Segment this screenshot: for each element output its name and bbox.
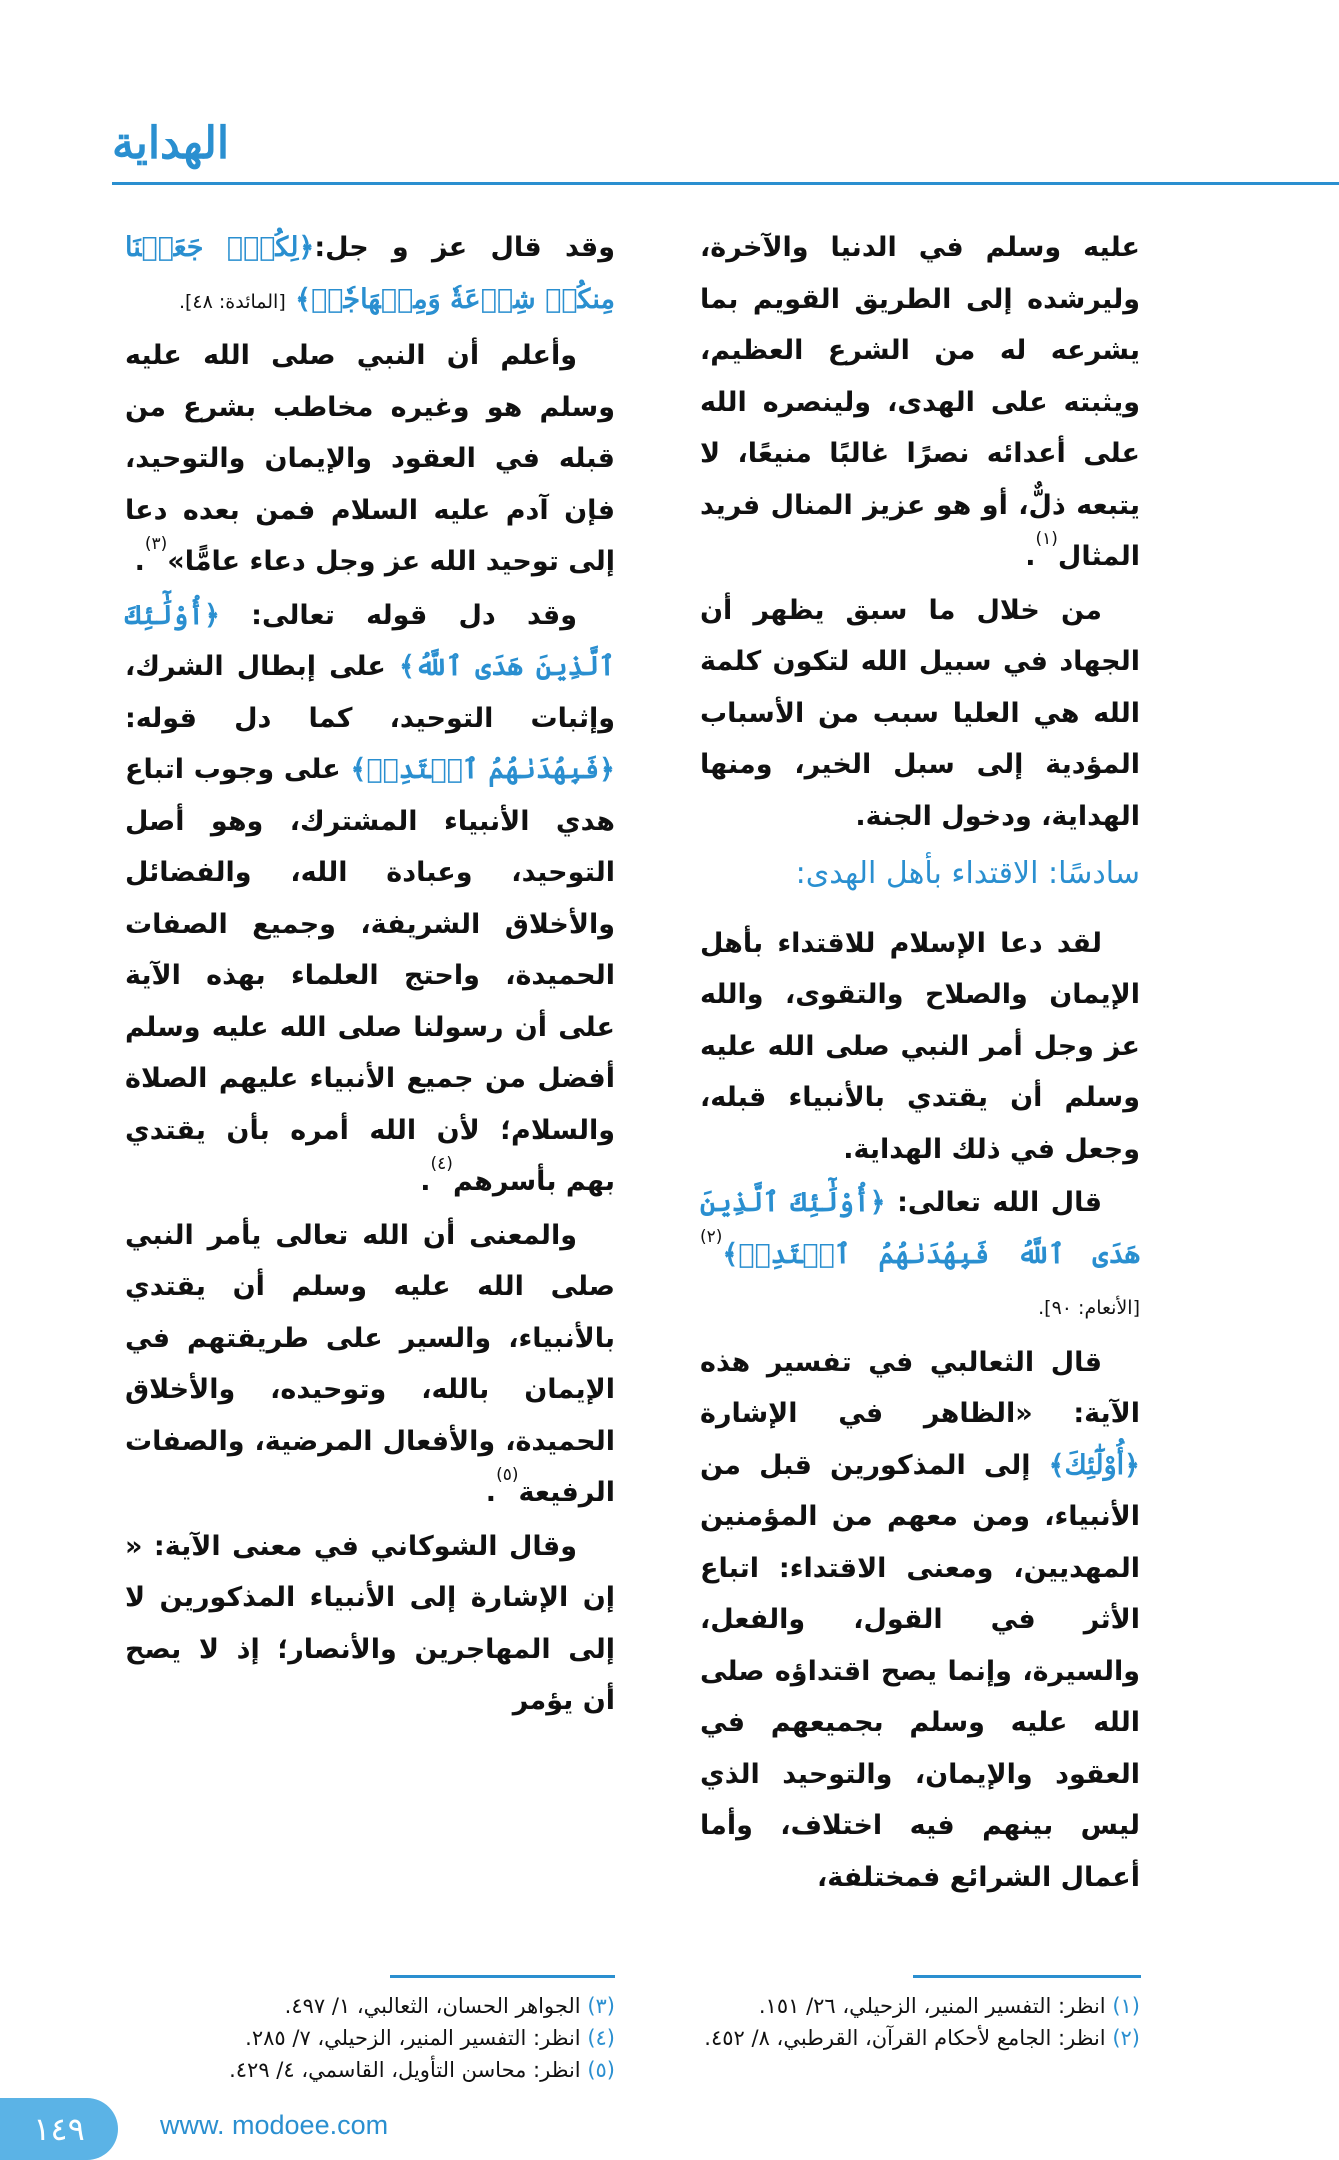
right-p5-rest: إلى المذكورين قبل من الأنبياء، ومن معهم من المؤمنين المهديين، ومعنى الاقتداء: اتباع الأثر في القول، والفعل، والسيرة، وإنما يصح اقتداؤه صلى الله عليه وسلم بجميعهم في العقود والإيمان، والتوحيد الذي ليس بينهم فيه اختلاف، وأما أعمال الشرائع فمختلفة، xyxy=(700,1449,1140,1893)
left-p1-intro: وقد قال عز و جل: xyxy=(314,232,616,263)
left-p3-mid: على إبطال الشرك، وإثبات التوحيد، كما دل قوله: xyxy=(125,651,615,734)
right-p5-intro: قال الثعالبي في تفسير هذه الآية: «الظاهر في الإشارة xyxy=(700,1346,1140,1429)
left-p2-text: وأعلم أن النبي صلى الله عليه وسلم هو وغيره مخاطب بشرع من قبله في العقود والإيمان والتوحيد، فإن آدم عليه السلام فمن بعده دعا إلى توحيد الله عز وجل دعاء عامًّا» xyxy=(125,340,615,577)
section-heading: سادسًا: الاقتداء بأهل الهدى: xyxy=(795,856,1140,891)
right-paragraph-1: عليه وسلم في الدنيا والآخرة، وليرشده إلى الطريق القويم بما يشرعه له من الشرع العظيم، ويثبته على الهدى، ولينصره الله على أعدائه نصرًا غالبًا منيعًا، لا يتبعه ذلٌّ، أو هو عزيز المنال فريد المثال$^{(١)}$. xyxy=(700,232,1140,572)
footnote-2: (٢) انظر: الجامع لأحكام القرآن، القرطبي، ٨/ ٤٥٢. xyxy=(704,2026,1140,2050)
quran-bracket-close: ﴾ xyxy=(398,651,415,682)
footnote-1: (١) انظر: التفسير المنير، الزحيلي، ٢٦/ ١٥١. xyxy=(758,1994,1140,2018)
footnote-ref-3[interactable]: (٣) xyxy=(144,534,168,554)
quran-bracket-close: ﴾ xyxy=(350,754,367,785)
footnote-4: (٤) انظر: التفسير المنير، الزحيلي، ٧/ ٢٨٥. xyxy=(245,2026,615,2050)
right-paragraph-3: لقد دعا الإسلام للاقتداء بأهل الإيمان والصلاح والتقوى، والله عز وجل أمر النبي صلى الله عليه وسلم أن يقتدي بالأنبياء قبله، وجعل في ذلك الهداية. xyxy=(700,927,1140,1165)
quran-verse-1: أُوْلَٰٓئِكَ ٱلَّذِينَ هَدَى ٱللَّهُ xyxy=(125,599,616,682)
footnote-rule-right xyxy=(913,1975,1141,1978)
quran-bracket-open: ﴿ xyxy=(869,1187,886,1218)
right-paragraph-5 xyxy=(700,1337,1140,1904)
verse-citation: [المائدة: ٤٨]. xyxy=(178,290,286,313)
right-column xyxy=(700,222,1140,1905)
right-paragraph-2: من خلال ما سبق يظهر أن الجهاد في سبيل الله لتكون كلمة الله هي العليا سبب من الأسباب المؤدية إلى سبل الخير، ومنها الهداية، ودخول الجنة. xyxy=(700,594,1140,832)
verse-citation: [الأنعام: ٩٠]. xyxy=(1038,1297,1140,1319)
right-p1-text: عليه وسلم في الدنيا والآخرة، وليرشده إلى الطريق القويم بما يشرعه له من الشرع العظيم، ويثبته على الهدى، ولينصره الله على أعدائه نصرًا غالبًا منيعًا، لا يتبعه ذلٌّ، أو هو عزيز المنال فريد المثال xyxy=(700,232,1140,572)
quran-verse: أُوْلَٰٓئِكَ ٱلَّذِينَ هَدَى ٱللَّهُ فَبِهُدَىٰهُمُ ٱقۡتَدِهۡ xyxy=(700,1187,1140,1270)
footnote-3: (٣) الجواهر الحسان، الثعالبي، ١/ ٤٩٧. xyxy=(284,1994,615,2018)
quran-bracket-open: ﴿ xyxy=(204,599,220,631)
footnotes-left xyxy=(125,1990,615,2086)
footnote-ref-2[interactable]: (٢) xyxy=(700,1226,723,1247)
header-rule xyxy=(112,182,1339,185)
footnote-ref-1[interactable]: (١) xyxy=(1035,529,1058,549)
footnote-ref-4[interactable]: (٤) xyxy=(430,1154,453,1174)
quran-bracket-close: ﴾ xyxy=(1048,1449,1065,1481)
quran-bracket-open: ﴿ xyxy=(298,232,315,263)
left-paragraph-5: وقال الشوكاني في معنى الآية: « إن الإشارة إلى الأنبياء المذكورين لا إلى المهاجرين والأنصار؛ إذ لا يصح أن يؤمر xyxy=(125,1530,615,1716)
left-p4-text: والمعنى أن الله تعالى يأمر النبي صلى الله عليه وسلم أن يقتدي بالأنبياء، والسير على طريقتهم في الإيمان بالله، وتوحيده، والأخلاق الحميدة، والأفعال المرضية، والصفات الرفيعة xyxy=(125,1219,615,1508)
quran-word: أُوْلَٰٓئِكَ xyxy=(1064,1449,1125,1481)
website-link[interactable]: www. modoee.com xyxy=(160,2110,389,2140)
left-paragraph-2: وأعلم أن النبي صلى الله عليه وسلم هو وغيره مخاطب بشرع من قبله في العقود والإيمان والتوحيد، فإن آدم عليه السلام فمن بعده دعا إلى توحيد الله عز وجل دعاء عامًّا»$^{(٣)}$. xyxy=(125,340,615,577)
quran-bracket-close: ﴾ xyxy=(722,1238,739,1270)
right-paragraph-4 xyxy=(700,1177,1140,1335)
page-number-badge: ١٤٩ xyxy=(0,2098,118,2160)
right-p4-intro: قال الله تعالى: xyxy=(897,1187,1102,1218)
left-column xyxy=(125,222,615,1729)
quran-bracket-close: ﴾ xyxy=(295,283,311,315)
footnote-ref-5[interactable]: (٥) xyxy=(496,1465,519,1485)
quran-verse-2: فَبِهُدَىٰهُمُ ٱقۡتَدِهۡ xyxy=(366,754,600,785)
quran-bracket-open: ﴿ xyxy=(1124,1449,1140,1481)
quran-bracket-open: ﴿ xyxy=(599,754,615,785)
left-paragraph-1 xyxy=(125,222,615,328)
left-p3-rest: على وجوب اتباع هدي الأنبياء المشترك، وهو أصل التوحيد، وعبادة الله، والفضائل والأخلاق الشريفة، وجميع الصفات الحميدة، واحتج العلماء بهذه الآية على أن رسولنا صلى الله عليه وسلم أفضل من جميع الأنبياء عليهم الصلاة والسلام؛ لأن الله أمره بأن يقتدي بهم بأسرهم xyxy=(125,754,615,1197)
running-header-title: الهداية xyxy=(112,118,230,169)
left-paragraph-4: والمعنى أن الله تعالى يأمر النبي صلى الله عليه وسلم أن يقتدي بالأنبياء، والسير على طريقتهم في الإيمان بالله، وتوحيده، والأخلاق الحميدة، والأفعال المرضية، والصفات الرفيعة$^{(٥)}$. xyxy=(125,1219,615,1508)
footnote-5: (٥) انظر: محاسن التأويل، القاسمي، ٤/ ٤٢٩. xyxy=(229,2058,615,2082)
footnotes-right xyxy=(700,1990,1140,2054)
left-p3-intro: وقد دل قوله تعالى: xyxy=(251,599,577,631)
footnote-rule-left xyxy=(390,1975,615,1978)
left-paragraph-3: وقد دل قوله تعالى: ﴿أُوْلَٰٓئِكَ ٱلَّذِينَ هَدَى ٱللَّهُ﴾ على إبطال الشرك، وإثبات التوحيد، كما دل قوله: ﴿فَبِهُدَىٰهُمُ ٱقۡتَدِهۡ﴾ على وجوب اتباع هدي الأنبياء المشترك، وهو أصل التوحيد، وعبادة الله، والفضائل والأخلاق الشريفة، وجميع الصفات الحميدة، واحتج العلماء بهذه الآية على أن رسولنا صلى الله عليه وسلم أفضل من جميع الأنبياء عليهم الصلاة والسلام؛ لأن الله أمره بأن يقتدي بهم بأسرهم$^{(٤)}$. xyxy=(125,599,616,1197)
quran-verse: لِكُلّٖ جَعَلۡنَا مِنكُمۡ شِرۡعَةٗ وَمِنۡهَاجٗاۚ xyxy=(125,232,615,315)
